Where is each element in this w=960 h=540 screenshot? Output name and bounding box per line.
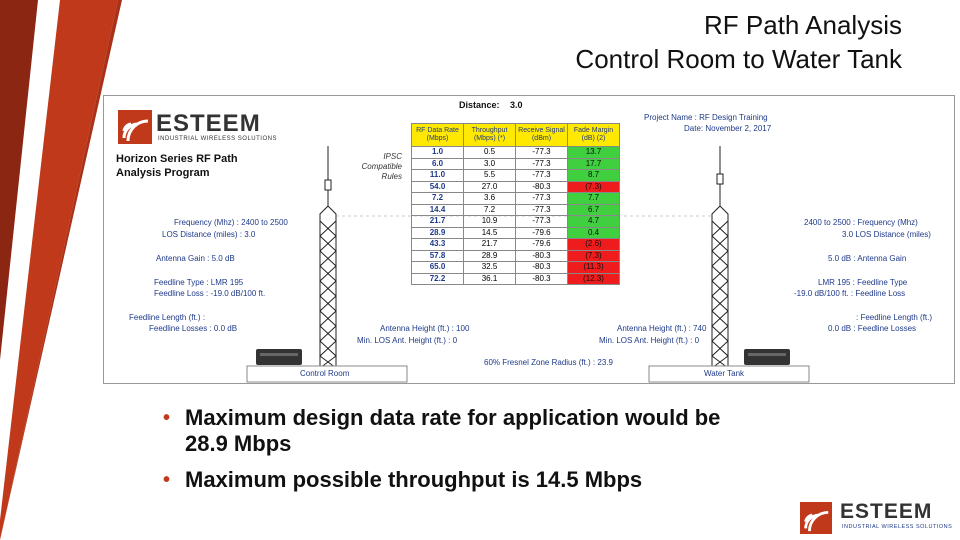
left-min-los-height: Min. LOS Ant. Height (ft.) : 0: [357, 336, 458, 345]
cell-receive-signal: -80.3: [516, 273, 568, 285]
fresnel-radius: 60% Fresnel Zone Radius (ft.) : 23.9: [484, 358, 613, 367]
cell-fade-margin: 6.7: [568, 204, 620, 216]
cell-throughput: 14.5: [464, 227, 516, 239]
right-tower-icon: [712, 146, 728, 368]
cell-data-rate: 57.8: [412, 250, 464, 262]
right-feedline-loss: -19.0 dB/100 ft. : Feedline Loss: [794, 289, 906, 298]
compat-line-2: Compatible: [361, 162, 402, 171]
right-los-distance: 3.0 LOS Distance (miles): [842, 230, 931, 239]
cell-data-rate: 1.0: [412, 147, 464, 159]
left-feedline-length: Feedline Length (ft.) :: [129, 313, 206, 322]
bullet-item: [163, 467, 720, 493]
cell-throughput: 3.6: [464, 193, 516, 205]
left-frequency: Frequency (Mhz) : 2400 to 2500: [174, 218, 288, 227]
rf-analysis-panel: [103, 95, 955, 384]
compat-line-1: IPSC: [383, 152, 402, 161]
cell-fade-margin: 8.7: [568, 170, 620, 182]
title-line-1: RF Path Analysis: [704, 10, 902, 40]
bullet-2-line-1: Maximum possible throughput is 14.5 Mbps: [185, 467, 643, 492]
left-feedline-type: Feedline Type : LMR 195: [154, 278, 244, 287]
cell-throughput: 0.5: [464, 147, 516, 159]
footer-logo-icon: [800, 502, 832, 534]
left-radio-icon: [256, 349, 302, 365]
distance-key: Distance:: [459, 100, 500, 110]
cell-fade-margin: 13.7: [568, 147, 620, 159]
bullet-item: [163, 405, 720, 457]
right-feedline-type: LMR 195 : Feedline Type: [818, 278, 908, 287]
cell-data-rate: 65.0: [412, 262, 464, 274]
cell-throughput: 27.0: [464, 181, 516, 193]
cell-fade-margin: 7.7: [568, 193, 620, 205]
slide-title: [575, 8, 902, 76]
header-rf-data-rate: RF Data Rate (Mbps): [412, 124, 464, 147]
logo-tagline: INDUSTRIAL WIRELESS SOLUTIONS: [158, 136, 277, 142]
control-room-label: Control Room: [300, 369, 350, 378]
cell-receive-signal: -77.3: [516, 147, 568, 159]
distance-value: 3.0: [510, 100, 523, 110]
cell-throughput: 3.0: [464, 158, 516, 170]
right-frequency: 2400 to 2500 : Frequency (Mhz): [804, 218, 918, 227]
right-antenna-gain: 5.0 dB : Antenna Gain: [828, 254, 907, 263]
right-feedline-length: : Feedline Length (ft.): [856, 313, 933, 322]
cell-fade-margin: 17.7: [568, 158, 620, 170]
cell-receive-signal: -80.3: [516, 250, 568, 262]
cell-throughput: 5.5: [464, 170, 516, 182]
left-los-distance: LOS Distance (miles) : 3.0: [162, 230, 256, 239]
cell-receive-signal: -79.6: [516, 239, 568, 251]
cell-receive-signal: -79.6: [516, 227, 568, 239]
cell-fade-margin: 4.7: [568, 216, 620, 228]
water-tank-label: Water Tank: [704, 369, 745, 378]
cell-throughput: 10.9: [464, 216, 516, 228]
tower-diagram: [104, 96, 954, 383]
cell-data-rate: 21.7: [412, 216, 464, 228]
cell-data-rate: 43.3: [412, 239, 464, 251]
cell-receive-signal: -80.3: [516, 181, 568, 193]
header-fade-margin: Fade Margin (dB) (2): [568, 124, 620, 147]
cell-data-rate: 54.0: [412, 181, 464, 193]
cell-fade-margin: (2.6): [568, 239, 620, 251]
cell-receive-signal: -80.3: [516, 262, 568, 274]
cell-receive-signal: -77.3: [516, 204, 568, 216]
cell-throughput: 28.9: [464, 250, 516, 262]
cell-throughput: 21.7: [464, 239, 516, 251]
cell-data-rate: 11.0: [412, 170, 464, 182]
cell-data-rate: 14.4: [412, 204, 464, 216]
cell-data-rate: 28.9: [412, 227, 464, 239]
title-line-2: Control Room to Water Tank: [575, 44, 902, 74]
header-throughput: Throughput (Mbps) (*): [464, 124, 516, 147]
cell-fade-margin: (11.3): [568, 262, 620, 274]
project-name: Project Name : RF Design Training: [644, 113, 768, 122]
compat-line-3: Rules: [381, 172, 402, 181]
left-tower-icon: [320, 146, 336, 368]
cell-throughput: 32.5: [464, 262, 516, 274]
cell-receive-signal: -77.3: [516, 193, 568, 205]
bullet-list: [163, 405, 720, 493]
logo-wordmark: ESTEEM: [156, 110, 261, 137]
right-antenna-height: Antenna Height (ft.) : 740: [617, 324, 707, 333]
cell-throughput: 36.1: [464, 273, 516, 285]
right-min-los-height: Min. LOS Ant. Height (ft.) : 0: [599, 336, 700, 345]
cell-data-rate: 72.2: [412, 273, 464, 285]
left-antenna-height: Antenna Height (ft.) : 100: [380, 324, 470, 333]
program-name-line-2: Analysis Program: [116, 167, 210, 179]
right-feedline-losses: 0.0 dB : Feedline Losses: [828, 324, 917, 333]
cell-data-rate: 7.2: [412, 193, 464, 205]
cell-receive-signal: -77.3: [516, 216, 568, 228]
left-feedline-losses: Feedline Losses : 0.0 dB: [149, 324, 238, 333]
cell-data-rate: 6.0: [412, 158, 464, 170]
footer-logo-tagline: INDUSTRIAL WIRELESS SOLUTIONS: [842, 524, 953, 530]
bullet-1-line-1: Maximum design data rate for application would be: [185, 405, 721, 430]
cell-throughput: 7.2: [464, 204, 516, 216]
left-feedline-loss: Feedline Loss : -19.0 dB/100 ft.: [154, 289, 266, 298]
left-antenna-gain: Antenna Gain : 5.0 dB: [156, 254, 235, 263]
bullet-icon: •: [163, 469, 171, 491]
cell-fade-margin: (12.3): [568, 273, 620, 285]
footer-logo-wordmark: ESTEEM: [840, 500, 933, 523]
cell-fade-margin: (7.3): [568, 181, 620, 193]
bullet-icon: •: [163, 407, 171, 429]
header-receive-signal: Receive Signal (dBm): [516, 124, 568, 147]
right-radio-icon: [744, 349, 790, 365]
project-date: Date: November 2, 2017: [684, 124, 772, 133]
cell-receive-signal: -77.3: [516, 158, 568, 170]
cell-fade-margin: (7.3): [568, 250, 620, 262]
cell-receive-signal: -77.3: [516, 170, 568, 182]
cell-fade-margin: 0.4: [568, 227, 620, 239]
bullet-1-line-2: 28.9 Mbps: [185, 431, 292, 456]
program-name-line-1: Horizon Series RF Path: [116, 153, 238, 165]
